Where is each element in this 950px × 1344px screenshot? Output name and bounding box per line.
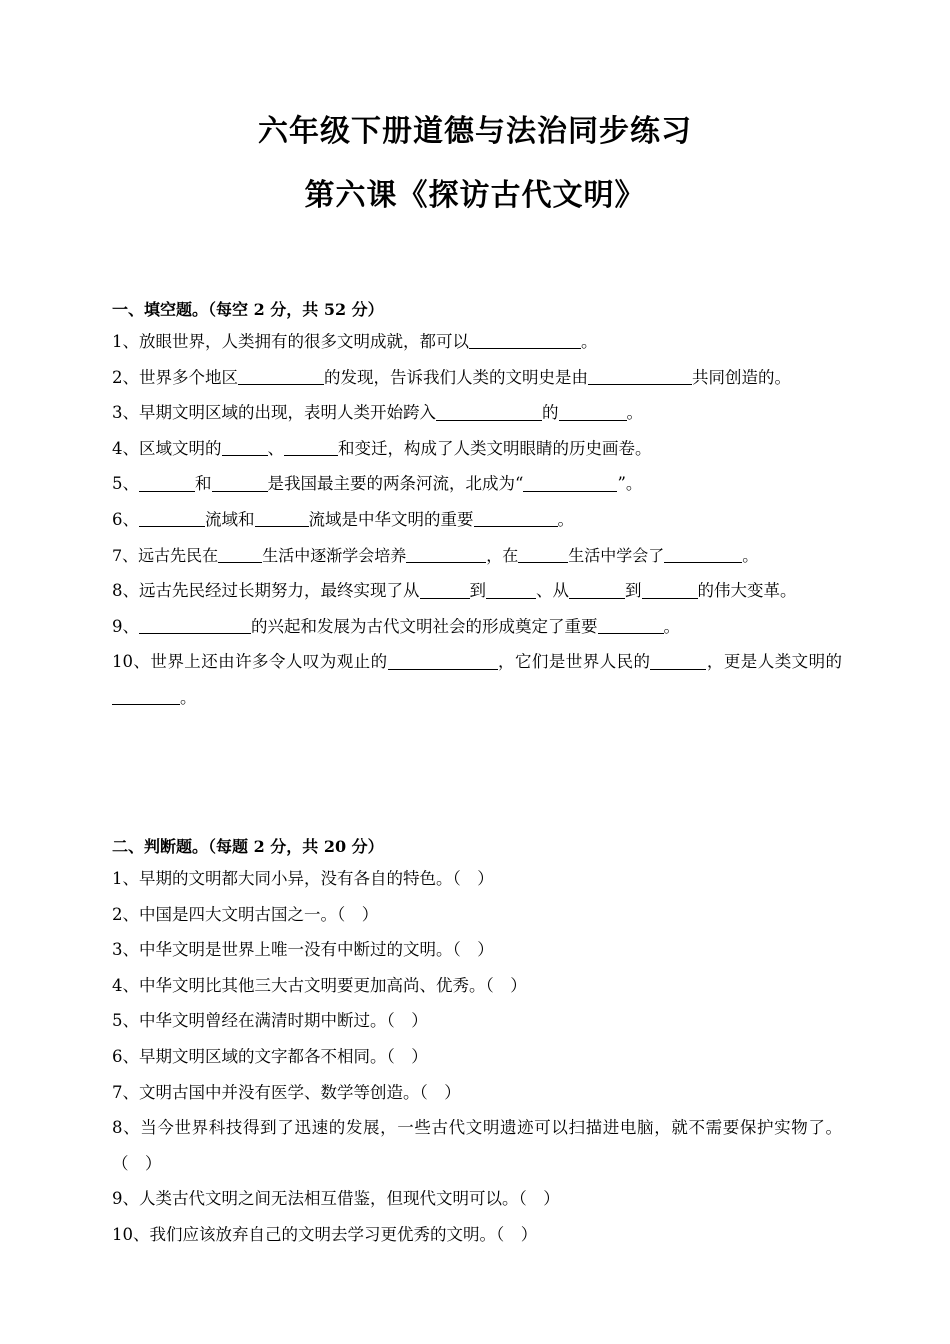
fill-blank-heading: 一、填空题。（每空 2 分，共 52 分） [112, 300, 384, 319]
answer-blank[interactable] [255, 509, 309, 527]
answer-blank[interactable] [469, 331, 581, 349]
true-false-section [112, 833, 842, 1253]
fill-question-4: 4、区域文明的 、 和变迁，构成了人类文明眼睛的历史画卷。 [112, 438, 652, 458]
answer-blank[interactable] [642, 580, 698, 598]
answer-blank[interactable] [523, 474, 617, 492]
fill-question-5: 5、 和 是我国最主要的两条河流，北成为“ ”。 [112, 474, 643, 494]
answer-blank[interactable] [139, 616, 251, 634]
judge-question-10: 10、我们应该放弃自己的文明去学习更优秀的文明。（ ） [112, 1224, 538, 1244]
judge-question-1: 1、早期的文明都大同小异，没有各自的特色。（ ） [112, 869, 494, 888]
fill-question-7: 7、远古先民在 生活中逐渐学会培养 ，在 生活中学会了 。 [112, 545, 759, 565]
document-title: 六年级下册道德与法治同步练习 [258, 114, 692, 149]
judge-question-5: 5、中华文明曾经在满清时期中断过。（ ） [112, 1011, 428, 1031]
judge-question-7: 7、文明古国中并没有医学、数学等创造。（ ） [112, 1082, 461, 1102]
fill-question-1: 1、放眼世界，人类拥有的很多文明成就，都可以 。 [112, 332, 598, 351]
fill-question-9: 9、 的兴起和发展为古代文明社会的形成奠定了重要 。 [112, 616, 680, 636]
answer-blank[interactable] [139, 474, 195, 492]
answer-blank[interactable] [569, 580, 625, 598]
answer-blank[interactable] [112, 687, 180, 705]
fill-question-8: 8、远古先民经过长期努力，最终实现了从 到 、从 到 的伟大变革。 [112, 581, 797, 601]
answer-blank[interactable] [406, 545, 486, 563]
answer-blank[interactable] [238, 367, 324, 385]
fill-question-6: 6、 流域和 流域是中华文明的重要 。 [112, 509, 574, 529]
document-subtitle: 第六课《探访古代文明》 [304, 178, 646, 213]
answer-blank[interactable] [518, 545, 568, 563]
answer-blank[interactable] [486, 580, 536, 598]
answer-blank[interactable] [139, 509, 205, 527]
answer-blank[interactable] [218, 545, 262, 563]
judge-question-9: 9、人类古代文明之间无法相互借鉴，但现代文明可以。（ ） [112, 1189, 560, 1209]
judge-question-8: 8、当今世界科技得到了迅速的发展，一些古代文明遗迹可以扫描进电脑，就不需要保护实物了。（ ） [112, 1118, 842, 1173]
answer-blank[interactable] [598, 616, 664, 634]
answer-blank[interactable] [222, 438, 268, 456]
answer-blank[interactable] [588, 367, 692, 385]
answer-blank[interactable] [284, 438, 338, 456]
answer-blank[interactable] [559, 402, 627, 420]
answer-blank[interactable] [420, 580, 470, 598]
fill-question-3: 3、早期文明区域的出现，表明人类开始跨入 的 。 [112, 403, 643, 423]
answer-blank[interactable] [650, 652, 706, 670]
answer-blank[interactable] [388, 652, 498, 670]
true-false-heading: 二、判断题。（每题 2 分，共 20 分） [112, 837, 384, 856]
fill-question-2: 2、世界多个地区 的发现，告诉我们人类的文明史是由 共同创造的。 [112, 367, 791, 387]
fill-question-10: 10、世界上还由许多令人叹为观止的 ，它们是世界人民的 ，更是人类文明的。 [112, 652, 843, 707]
answer-blank[interactable] [436, 402, 542, 420]
answer-blank[interactable] [212, 474, 268, 492]
judge-question-2: 2、中国是四大文明古国之一。（ ） [112, 904, 379, 924]
judge-question-3: 3、中华文明是世界上唯一没有中断过的文明。（ ） [112, 940, 494, 960]
fill-blank-section [112, 296, 842, 716]
answer-blank[interactable] [474, 509, 558, 527]
judge-question-6: 6、早期文明区域的文字都各不相同。（ ） [112, 1046, 428, 1066]
answer-blank[interactable] [664, 545, 742, 563]
judge-question-4: 4、中华文明比其他三大古文明要更加高尚、优秀。（ ） [112, 975, 527, 995]
